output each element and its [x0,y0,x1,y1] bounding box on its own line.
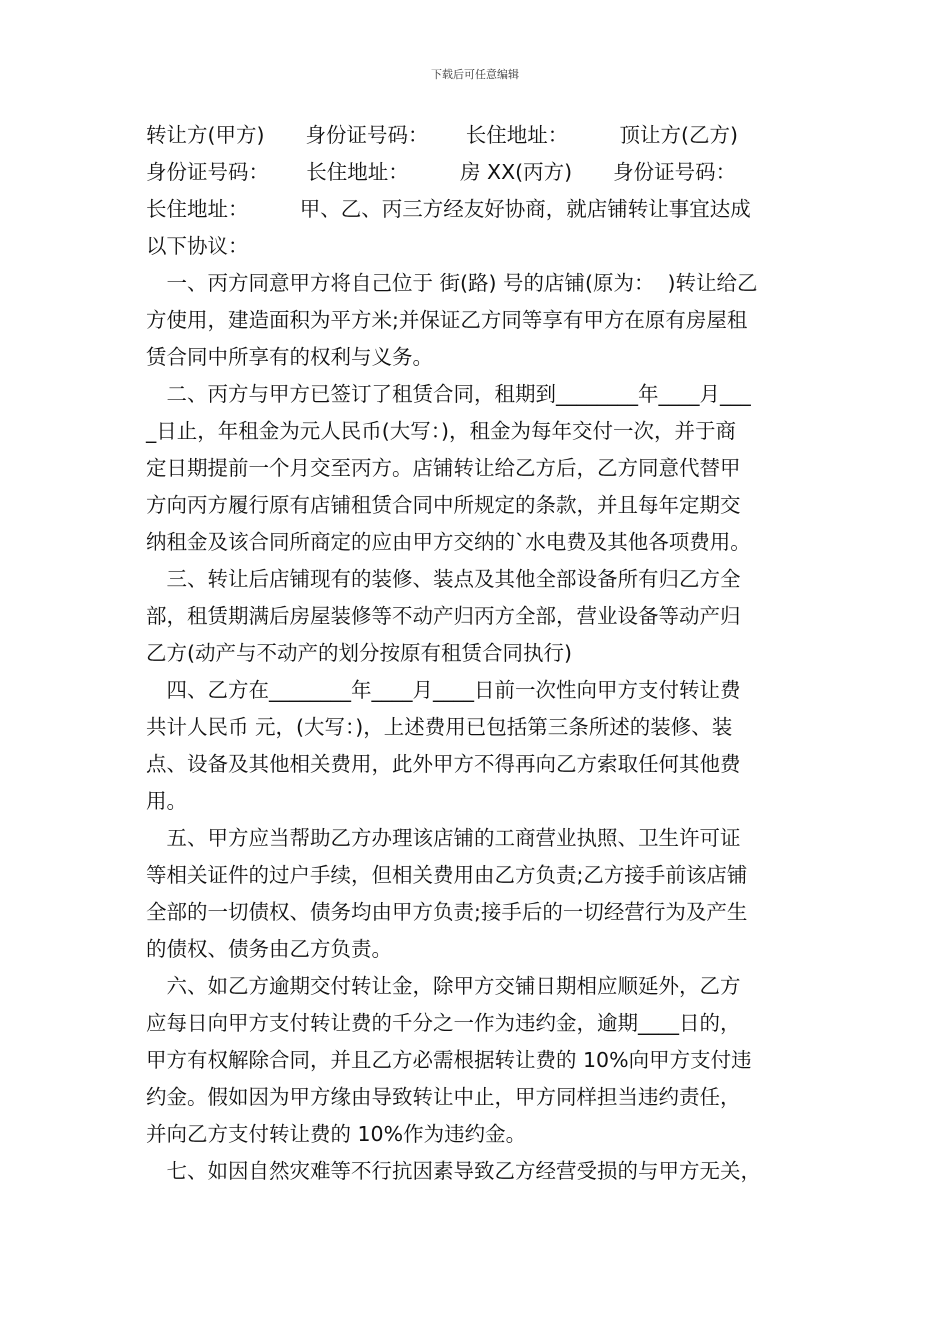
text-line: 二、丙方与甲方已签订了租赁合同，租期到________年____月___ [146,382,751,406]
text-line: 身份证号码： 长住地址： 房 XX(丙方) 身份证号码： [146,160,737,184]
text-line: 一、丙方同意甲方将自己位于 街(路) 号的店铺(原为： )转让给乙 [146,271,758,295]
text-line: 四、乙方在________年____月____日前一次性向甲方支付转让费 [146,678,741,702]
text-line: 纳租金及该合同所商定的应由甲方交纳的`水电费及其他各项费用。 [146,530,751,554]
text-line: 甲方有权解除合同，并且乙方必需根据转让费的 10%向甲方支付违 [146,1048,752,1072]
text-line: 点、设备及其他相关费用，此外甲方不得再向乙方索取任何其他费 [146,752,741,776]
text-line: 定日期提前一个月交至丙方。店铺转让给乙方后，乙方同意代替甲 [146,456,741,480]
text-line: 长住地址： 甲、乙、丙三方经友好协商，就店铺转让事宜达成 [146,197,751,221]
text-line: 用。 [146,789,187,813]
contract-body [146,117,811,1190]
text-line: 共计人民币 元，(大写：)，上述费用已包括第三条所述的装修、装 [146,715,733,739]
text-line: 赁合同中所享有的权利与义务。 [146,345,433,369]
header-note: 下载后可任意编辑 [431,68,519,81]
text-line: 等相关证件的过户手续，但相关费用由乙方负责;乙方接手前该店铺 [146,863,748,887]
text-line: 应每日向甲方支付转让费的千分之一作为违约金，逾期____日的， [146,1011,741,1035]
text-line: 部，租赁期满后房屋装修等不动产归丙方全部，营业设备等动产归 [146,604,741,628]
text-line: 三、转让后店铺现有的装修、装点及其他全部设备所有归乙方全 [146,567,741,591]
text-line: 五、甲方应当帮助乙方办理该店铺的工商营业执照、卫生许可证 [146,826,741,850]
text-line: 方使用，建造面积为平方米;并保证乙方同等享有甲方在原有房屋租 [146,308,748,332]
text-line: 的债权、债务由乙方负责。 [146,937,392,961]
text-line: 全部的一切债权、债务均由甲方负责;接手后的一切经营行为及产生 [146,900,748,924]
text-line: 乙方(动产与不动产的划分按原有租赁合同执行) [146,641,572,665]
text-line: 以下协议： [146,234,249,258]
text-line: 六、如乙方逾期交付转让金，除甲方交铺日期相应顺延外，乙方 [146,974,741,998]
text-line: 约金。假如因为甲方缘由导致转让中止，甲方同样担当违约责任， [146,1085,741,1109]
text-line: 并向乙方支付转让费的 10%作为违约金。 [146,1122,527,1146]
text-line: 七、如因自然灾难等不行抗因素导致乙方经营受损的与甲方无关， [146,1159,761,1183]
text-line: _日止，年租金为元人民币(大写：)，租金为每年交付一次，并于商 [146,419,736,443]
text-line: 方向丙方履行原有店铺租赁合同中所规定的条款，并且每年定期交 [146,493,741,517]
text-line: 转让方(甲方) 身份证号码： 长住地址： 顶让方(乙方) [146,123,739,147]
